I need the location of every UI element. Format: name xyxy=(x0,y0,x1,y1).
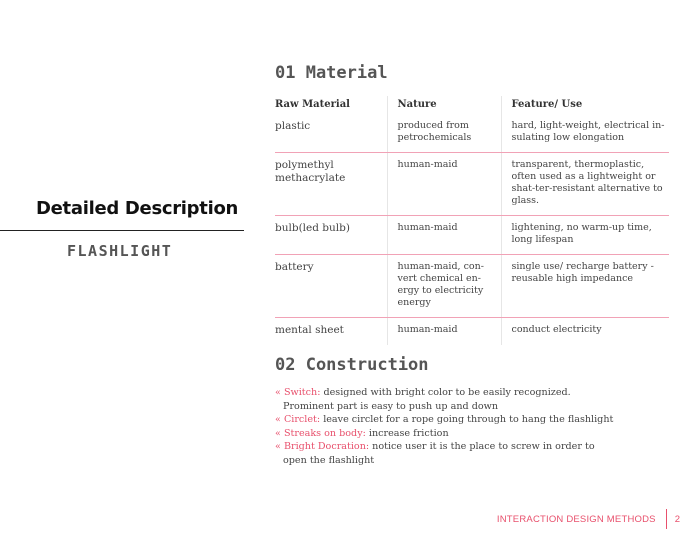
cell-feature: transparent, thermoplastic, often used as a lightweight or shat-ter-resistant alternative to glass. xyxy=(501,153,669,216)
cell-nature: human-maid xyxy=(387,216,501,255)
cell-material: plastic xyxy=(275,114,387,153)
item-continuation: open the flashlight xyxy=(283,454,375,466)
bullet: « xyxy=(275,427,281,439)
cell-material: mental sheet xyxy=(275,324,344,336)
cell-nature: human-maid, con-vert chemical en-ergy to electricity energy xyxy=(387,255,501,318)
footer-label: INTERACTION DESIGN METHODS xyxy=(496,513,656,525)
section-title-construction: 02 Construction xyxy=(275,355,429,375)
table-header-row xyxy=(275,96,669,114)
item-key: Bright Docration: xyxy=(283,441,370,453)
item-text: leave circlet for a rope going through to hang the flashlight xyxy=(320,414,614,426)
cell-nature: human-maid xyxy=(387,153,501,216)
cell-material: bulb(led bulb) xyxy=(275,216,387,255)
header-feature-use: Feature/ Use xyxy=(501,96,669,114)
item-text: designed with bright color to be easily recognized. xyxy=(320,387,571,398)
cell-material: battery xyxy=(275,255,387,318)
table-row xyxy=(275,318,669,346)
material-table-wrapper xyxy=(275,96,669,345)
header-nature: Nature xyxy=(387,96,501,114)
header-raw-material: Raw Material xyxy=(275,99,350,110)
bullet: « xyxy=(275,441,281,453)
table-row xyxy=(275,114,669,153)
bullet: « xyxy=(275,387,281,398)
cell-feature: conduct electricity xyxy=(501,318,669,346)
cell-nature: human-maid xyxy=(387,318,501,346)
cell-material: polymethyl methacrylate xyxy=(275,153,387,216)
cell-nature: produced from petrochemicals xyxy=(387,114,501,153)
material-table xyxy=(275,96,669,345)
footer xyxy=(497,509,700,529)
cell-feature: lightening, no warm-up time, long lifespan xyxy=(501,216,669,255)
list-item xyxy=(275,386,675,400)
item-key: Streaks on body: xyxy=(283,427,366,439)
cell-feature: single use/ recharge battery - reusable high impedance xyxy=(501,255,669,318)
bullet: « xyxy=(275,414,281,426)
item-continuation: Prominent part is easy to push up and down xyxy=(283,400,499,412)
table-row xyxy=(275,216,669,255)
construction-list xyxy=(275,386,675,468)
item-text: increase friction xyxy=(365,427,449,439)
item-key: Circlet: xyxy=(283,414,321,426)
list-item xyxy=(275,440,675,454)
table-row xyxy=(275,153,669,216)
page-number: 2 xyxy=(674,513,680,525)
list-item xyxy=(275,413,675,427)
cell-feature: hard, light-weight, electrical in-sulating low elongation xyxy=(501,114,669,153)
item-text: notice user it is the place to screw in order to xyxy=(369,441,595,453)
list-item xyxy=(275,427,675,441)
side-subtitle: FLASHLIGHT xyxy=(67,242,173,260)
side-title: Detailed Description xyxy=(36,198,239,219)
table-row xyxy=(275,255,669,318)
section-title-material: 01 Material xyxy=(275,63,388,83)
item-key: Switch: xyxy=(283,387,321,398)
footer-divider xyxy=(666,509,667,529)
side-divider xyxy=(0,230,244,231)
